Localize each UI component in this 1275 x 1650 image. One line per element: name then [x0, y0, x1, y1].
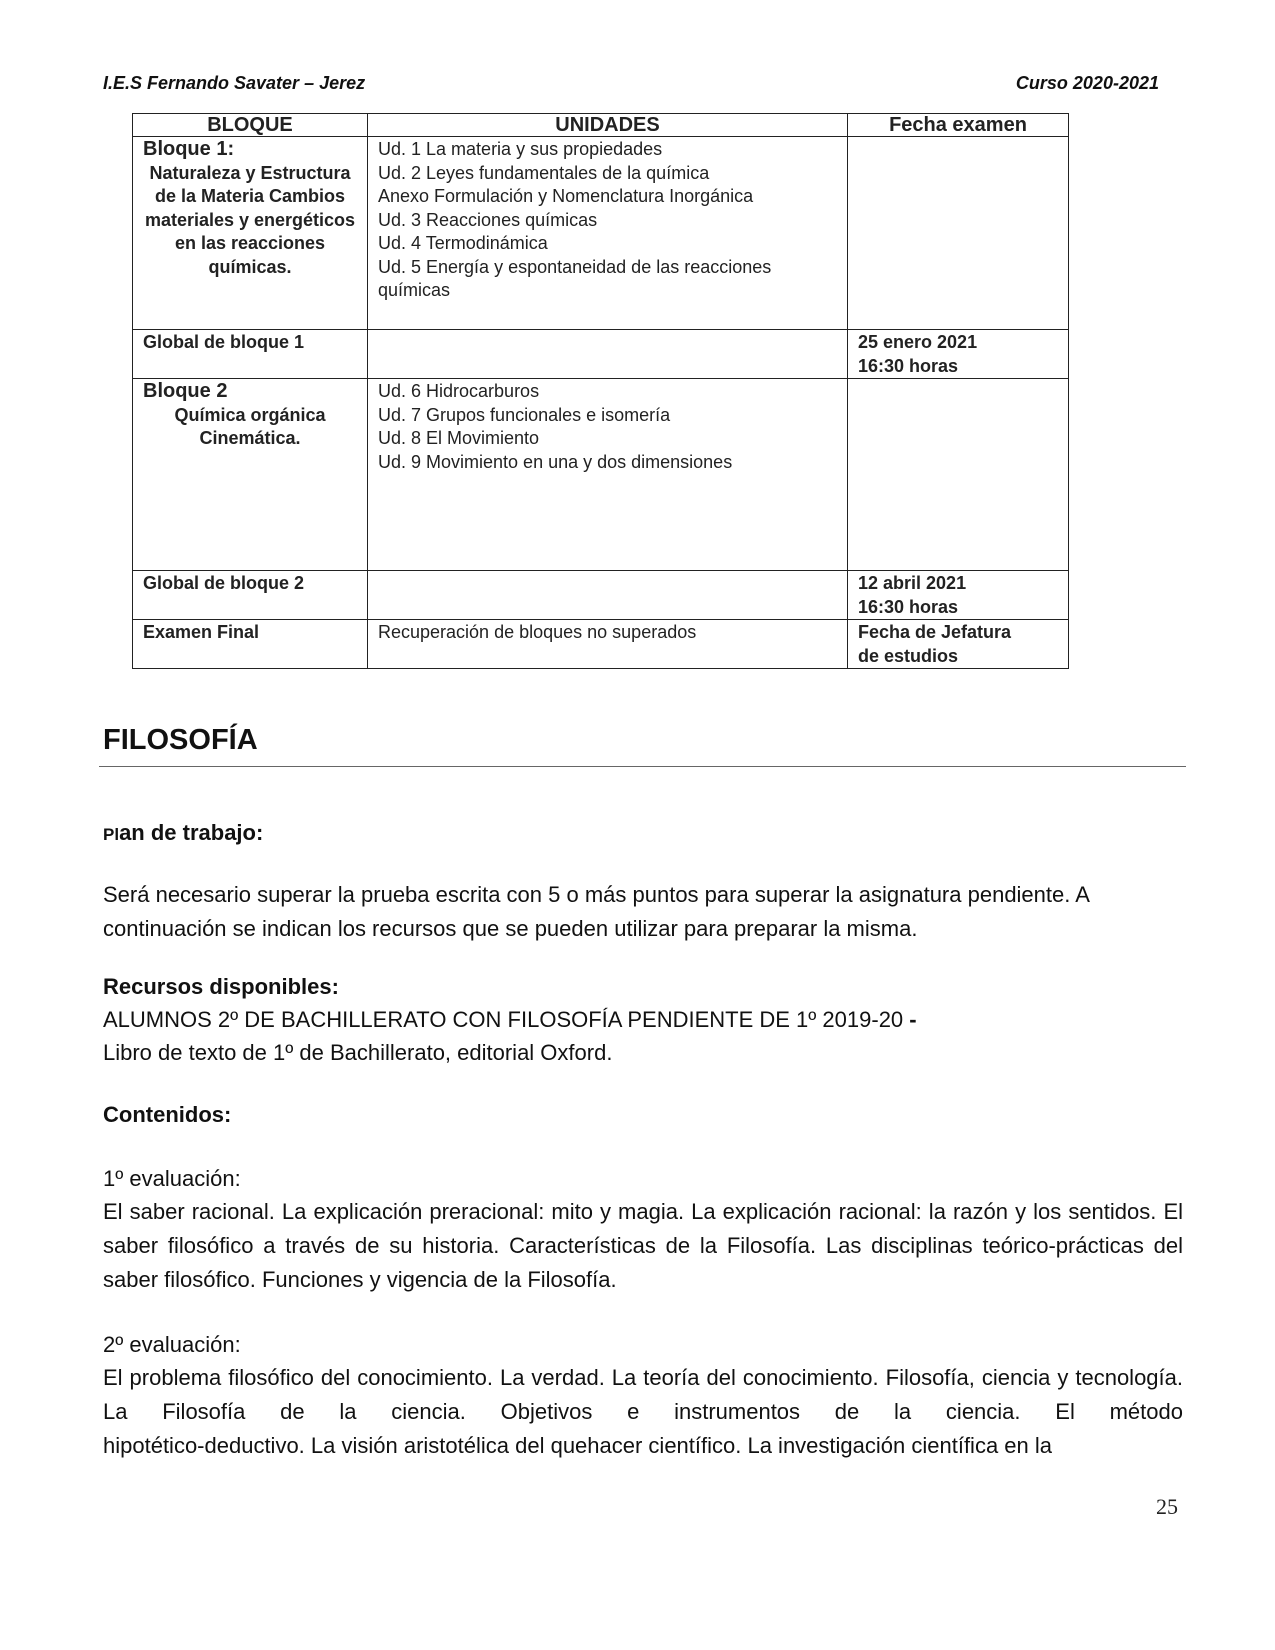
- list-item: Ud. 8 El Movimiento: [378, 428, 540, 448]
- final-date-line1: Fecha de Jefatura: [858, 622, 1012, 642]
- block2-desc-line2: Cinemática.: [199, 428, 301, 448]
- global2-label: Global de bloque 2: [133, 571, 368, 620]
- list-item: Ud. 3 Reacciones químicas: [378, 209, 598, 230]
- table-row: [133, 330, 1069, 379]
- col-header-fecha: Fecha examen: [848, 114, 1069, 137]
- final-date: [848, 620, 1069, 669]
- table-row: [133, 379, 1069, 571]
- block2-date: [848, 379, 1069, 571]
- eval1-label: 1º evaluación:: [103, 1166, 241, 1191]
- section-title: FILOSOFÍA: [103, 724, 258, 756]
- block2-cell: [133, 379, 368, 571]
- list-item: Ud. 6 Hidrocarburos: [378, 381, 540, 401]
- header-course: Curso 2020-2021: [1015, 73, 1159, 93]
- header-school: I.E.S Fernando Savater – Jerez: [103, 73, 366, 93]
- global2-date-line2: 16:30 horas: [858, 596, 959, 617]
- block2-title: Bloque 2: [143, 380, 228, 402]
- resources-heading: Recursos disponibles:: [103, 974, 339, 999]
- global1-units: [368, 330, 848, 379]
- resources-line1: [103, 1003, 1180, 1037]
- global1-date-line2: 16:30 horas: [858, 355, 959, 376]
- plan-heading: [103, 816, 1180, 852]
- global2-units: [368, 571, 848, 620]
- block1-units: [368, 137, 848, 330]
- global2-date-line1: 12 abril 2021: [858, 573, 967, 593]
- list-item: Ud. 9 Movimiento en una y dos dimensiones: [378, 451, 733, 472]
- list-item: Ud. 4 Termodinámica: [378, 233, 548, 253]
- final-label: Examen Final: [133, 620, 368, 669]
- table-row: [133, 137, 1069, 330]
- final-units: Recuperación de bloques no superados: [368, 620, 848, 669]
- exam-schedule-table: [132, 113, 1069, 669]
- plan-text: Será necesario superar la prueba escrita con 5 o más puntos para superar la asignatura pendiente. A continuación se indican los recursos que se pueden utilizar para preparar la misma.: [103, 882, 1089, 941]
- eval2-label: 2º evaluación:: [103, 1332, 241, 1357]
- plan-heading-rest: an de trabajo:: [119, 820, 264, 845]
- block1-title: Bloque 1:: [143, 138, 235, 160]
- list-item: Ud. 5 Energía y espontaneidad de las reacciones químicas: [378, 256, 772, 300]
- col-header-bloque: BLOQUE: [133, 114, 368, 137]
- global2-date: [848, 571, 1069, 620]
- global1-date: [848, 330, 1069, 379]
- global1-date-line1: 25 enero 2021: [858, 332, 978, 352]
- contents-heading: Contenidos:: [103, 1102, 232, 1127]
- block1-cell: [133, 137, 368, 330]
- eval1-text: El saber racional. La explicación preracional: mito y magia. La explicación racional: la razón y los sentidos. El saber filosófico a través de su historia. Características de la Filosofía. Las disciplinas teórico-prácticas del saber filosófico. Funciones y vigencia de la Filosofía.: [103, 1199, 1183, 1292]
- resources-line1-dash: -: [903, 1007, 917, 1032]
- table-row: [133, 620, 1069, 669]
- page-number: 25: [1156, 1494, 1178, 1519]
- eval2-line1: El problema filosófico del conocimiento. La verdad. La teoría del conocimiento. Filosofía, ciencia y tecnología. La Filosofía de la ciencia. Objetivos e instrumentos de la ciencia. El método: [103, 1365, 1183, 1424]
- table-header-row: [133, 114, 1069, 137]
- table-row: [133, 571, 1069, 620]
- block1-desc: Naturaleza y Estructura de la Materia Cambios materiales y energéticos en las reacciones químicas.: [144, 162, 356, 277]
- section-divider: [99, 766, 1186, 767]
- plan-heading-small: Pl: [103, 825, 120, 844]
- list-item: Anexo Formulación y Nomenclatura Inorgánica: [378, 186, 754, 206]
- list-item: Ud. 2 Leyes fundamentales de la química: [378, 162, 710, 183]
- eval2-line2: hipotético-deductivo. La visión aristotélica del quehacer científico. La investigación científica en la: [103, 1433, 1052, 1458]
- block2-desc-line1: Química orgánica: [174, 404, 326, 425]
- col-header-unidades: UNIDADES: [368, 114, 848, 137]
- final-date-line2: de estudios: [858, 645, 959, 666]
- resources-line2: Libro de texto de 1º de Bachillerato, editorial Oxford.: [103, 1040, 613, 1065]
- block2-units: [368, 379, 848, 571]
- global1-label: Global de bloque 1: [133, 330, 368, 379]
- list-item: Ud. 7 Grupos funcionales e isomería: [378, 404, 671, 425]
- resources-line1-text: ALUMNOS 2º DE BACHILLERATO CON FILOSOFÍA PENDIENTE DE 1º 2019-20: [103, 1007, 904, 1032]
- list-item: Ud. 1 La materia y sus propiedades: [378, 139, 663, 159]
- block1-date: [848, 137, 1069, 330]
